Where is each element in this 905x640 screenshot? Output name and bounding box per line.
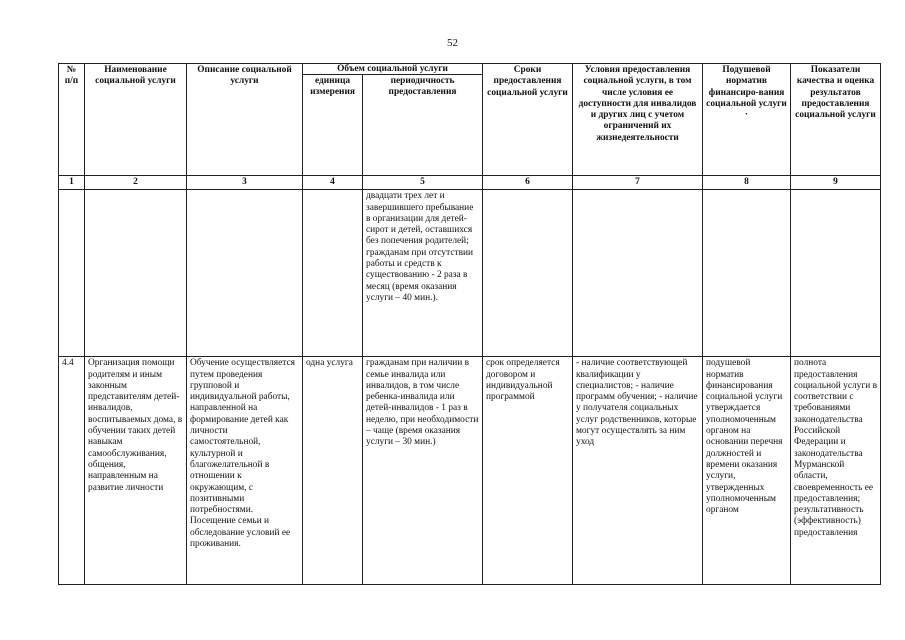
column-number: 3	[187, 176, 303, 190]
page-number: 52	[447, 37, 458, 49]
column-number-row	[59, 176, 881, 190]
column-number: 5	[363, 176, 483, 190]
service-name: Организация помощи родителям и иным законным представителям детей-инвалидов, воспитываемых дома, в обучении таких детей навыкам самообслуживания, общения, направленным на развитие личности	[85, 357, 187, 585]
column-number: 8	[703, 176, 791, 190]
service-description: Обучение осуществляется путем проведения групповой и индивидуальной работы, направленной на формирование детей как личности самостоятельной, культурной и благожелательной в отношении к окружающим, с позитивными потребностями. Посещение семьи и обследование условий ее проживания.	[187, 357, 303, 585]
header-indicators: Показатели качества и оценка результатов предоставления социальной услуги	[791, 64, 881, 176]
column-number: 4	[303, 176, 363, 190]
header-number: № п/п	[59, 64, 85, 176]
conditions	[573, 190, 703, 357]
column-number: 7	[573, 176, 703, 190]
conditions: - наличие соответствующей квалификации у специалистов; - наличие программ обучения; - наличие у получателя социальных услуг родственников, которые могут осуществлять за ним уход	[573, 357, 703, 585]
column-number: 6	[483, 176, 573, 190]
terms	[483, 190, 573, 357]
periodicity: двадцати трех лет и завершившего пребывание в организации для детей-сирот и детей, оставшихся без попечения родителей; гражданам при отсутствии работы и средств к существованию - 2 раза в месяц (время оказания услуги – 40 мин.).	[363, 190, 483, 357]
header-description: Описание социальной услуги	[187, 64, 303, 176]
financing-norm: подушевой норматив финансирования социальной услуги утверждается уполномоченным органом на основании перечня должностей и времени оказания услуги, утвержденных уполномоченным органом	[703, 357, 791, 585]
header-norm-text: Подушевой норматив финансиро-вания социальной услуги	[706, 65, 787, 109]
row-number	[59, 190, 85, 357]
table-row	[59, 190, 881, 357]
volume-unit: одна услуга	[303, 357, 363, 585]
service-name	[85, 190, 187, 357]
column-number: 1	[59, 176, 85, 190]
header-norm	[703, 64, 791, 176]
header-volume-group: Объем социальной услуги	[303, 64, 483, 75]
service-description	[187, 190, 303, 357]
header-periodicity: периодичность предоставления	[363, 75, 483, 176]
header-conditions: Условия предоставления социальной услуги, в том числе условия ее доступности для инвалидов и других лиц с учетом ограничений их жизнедеятельности	[573, 64, 703, 176]
header-row	[59, 64, 881, 75]
financing-norm	[703, 190, 791, 357]
header-service-name: Наименование социальной услуги	[85, 64, 187, 176]
header-norm-mark: ·	[744, 110, 749, 121]
periodicity: гражданам при наличии в семье инвалида или инвалидов, в том числе ребенка-инвалида или детей-инвалидов - 1 раз в неделю, при необходимости – чаще (время оказания услуги – 30 мин.)	[363, 357, 483, 585]
column-number: 9	[791, 176, 881, 190]
header-terms: Сроки предоставления социальной услуги	[483, 64, 573, 176]
column-number: 2	[85, 176, 187, 190]
quality-indicators	[791, 190, 881, 357]
volume-unit	[303, 190, 363, 357]
table-row	[59, 357, 881, 585]
quality-indicators: полнота предоставления социальной услуги в соответствии с требованиями законодательства Российской Федерации и законодательства Мурманской области, своевременность ее предоставления; результативность (эффективность) предоставления	[791, 357, 881, 585]
social-services-table	[58, 63, 881, 585]
terms: срок определяется договором и индивидуальной программой	[483, 357, 573, 585]
row-number: 4.4	[59, 357, 85, 585]
header-unit: единица измерения	[303, 75, 363, 176]
